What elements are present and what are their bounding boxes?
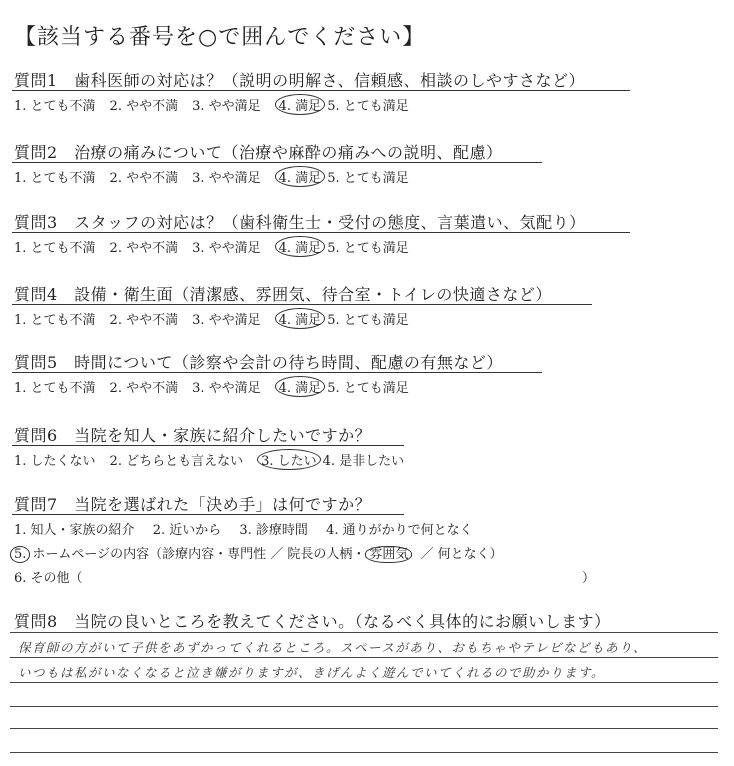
q4-option-3[interactable]: 3. やや満足 <box>192 313 261 328</box>
q3-options <box>14 236 423 257</box>
q2-option-2[interactable]: 2. やや不満 <box>109 171 179 186</box>
q7-option-4[interactable]: 4. 通りがかりで何となく <box>326 523 473 538</box>
q6-option-2[interactable]: 2. どちらとも言えない <box>109 454 244 469</box>
q3-label: 質問3 スタッフの対応は？（歯科衛生士・受付の態度、言葉遣い、気配り） <box>14 213 586 232</box>
q7-options-line2 <box>10 543 517 563</box>
q3-option-4-selected[interactable]: 4. 満足 <box>275 236 326 257</box>
q5-option-5[interactable]: 5. とても満足 <box>327 381 409 396</box>
q6-options <box>14 449 418 470</box>
q5-option-3[interactable]: 3. やや満足 <box>192 381 261 396</box>
q8-label: 質問8 当院の良いところを教えてください。（なるべく具体的にお願いします） <box>14 612 611 631</box>
q1-option-2[interactable]: 2. やや不満 <box>109 99 179 114</box>
q4-option-5[interactable]: 5. とても満足 <box>327 313 409 328</box>
q5-label: 質問5 時間について（診察や会計の待ち時間、配慮の有無など） <box>14 353 503 372</box>
q1-label: 質問1 歯科医師の対応は？（説明の明解さ、信頼感、相談のしやすさなど） <box>14 71 586 90</box>
answer-line <box>10 752 718 753</box>
answer-line <box>10 682 718 683</box>
q7-label: 質問7 当院を選ばれた「決め手」は何ですか？ <box>14 495 372 514</box>
answer-line <box>10 632 718 633</box>
q2-options <box>14 166 423 187</box>
answer-line <box>10 706 718 707</box>
q1-option-5[interactable]: 5. とても満足 <box>327 99 409 114</box>
q2-option-4-selected[interactable]: 4. 満足 <box>275 166 326 187</box>
q7-option-5-circled[interactable]: 5. <box>10 546 30 563</box>
q3-option-5[interactable]: 5. とても満足 <box>327 241 409 256</box>
q7-underline <box>12 514 404 515</box>
q2-label: 質問2 治療の痛みについて（治療や麻酔の痛みへの説明、配慮） <box>14 143 503 162</box>
q7-options-line1 <box>14 519 487 538</box>
q5-options <box>14 376 423 397</box>
q7-option-2[interactable]: 2. 近いから <box>152 523 222 538</box>
q4-option-2[interactable]: 2. やや不満 <box>109 313 179 328</box>
q1-option-3[interactable]: 3. やや満足 <box>192 99 261 114</box>
q7-circled-atmosphere[interactable]: 雰囲気 <box>365 546 412 563</box>
q3-option-3[interactable]: 3. やや満足 <box>192 241 261 256</box>
q5-underline <box>12 372 542 373</box>
q3-option-2[interactable]: 2. やや不満 <box>109 241 179 256</box>
q6-option-3-selected[interactable]: 3. したい <box>257 449 321 470</box>
q4-underline <box>12 304 592 305</box>
q4-option-4-selected[interactable]: 4. 満足 <box>275 308 326 329</box>
q1-options <box>14 94 423 115</box>
q2-option-5[interactable]: 5. とても満足 <box>327 171 409 186</box>
q5-option-4-selected[interactable]: 4. 満足 <box>275 376 326 397</box>
page-title: 【該当する番号を○で囲んでください】 <box>14 25 426 50</box>
q5-option-2[interactable]: 2. やや不満 <box>109 381 179 396</box>
q4-options <box>14 308 423 329</box>
q2-underline <box>12 162 542 163</box>
q7-other-close: ） <box>582 571 596 586</box>
q7-option-3[interactable]: 3. 診療時間 <box>239 523 308 538</box>
answer-line <box>10 657 718 658</box>
q2-option-1[interactable]: 1. とても不満 <box>14 171 96 186</box>
answer-line <box>10 728 718 729</box>
q1-underline <box>12 90 630 91</box>
q8-answer-line2[interactable]: いつもは私がいなくなると泣き嫌がりますが、きげんよく遊んでいてくれるので助かります。 <box>18 665 606 680</box>
q8-answer-line1[interactable]: 保育師の方がいて子供をあずかってくれるところ。スペースがあり、おもちゃやテレビなどもあり、 <box>18 640 648 655</box>
q6-label: 質問6 当院を知人・家族に紹介したいですか？ <box>14 426 372 445</box>
q6-underline <box>12 445 404 446</box>
q4-label: 質問4 設備・衛生面（清潔感、雰囲気、待合室・トイレの快適さなど） <box>14 285 552 304</box>
q7-option-1[interactable]: 1. 知人・家族の紹介 <box>14 523 135 538</box>
q1-option-1[interactable]: 1. とても不満 <box>14 99 96 114</box>
q7-option-5-text: ホームページの内容（診療内容・専門性 ／ 院長の人柄・ <box>32 547 366 562</box>
q3-option-1[interactable]: 1. とても不満 <box>14 241 96 256</box>
q4-option-1[interactable]: 1. とても不満 <box>14 313 96 328</box>
q2-option-3[interactable]: 3. やや満足 <box>192 171 261 186</box>
q6-option-1[interactable]: 1. したくない <box>14 454 96 469</box>
q7-other-label[interactable]: 6. その他（ <box>14 571 83 586</box>
q7-option-5-rest: ／ 何となく） <box>420 547 503 562</box>
q1-option-4-selected[interactable]: 4. 満足 <box>275 94 326 115</box>
q5-option-1[interactable]: 1. とても不満 <box>14 381 96 396</box>
q6-option-4[interactable]: 4. 是非したい <box>322 454 405 469</box>
q3-underline <box>12 232 630 233</box>
